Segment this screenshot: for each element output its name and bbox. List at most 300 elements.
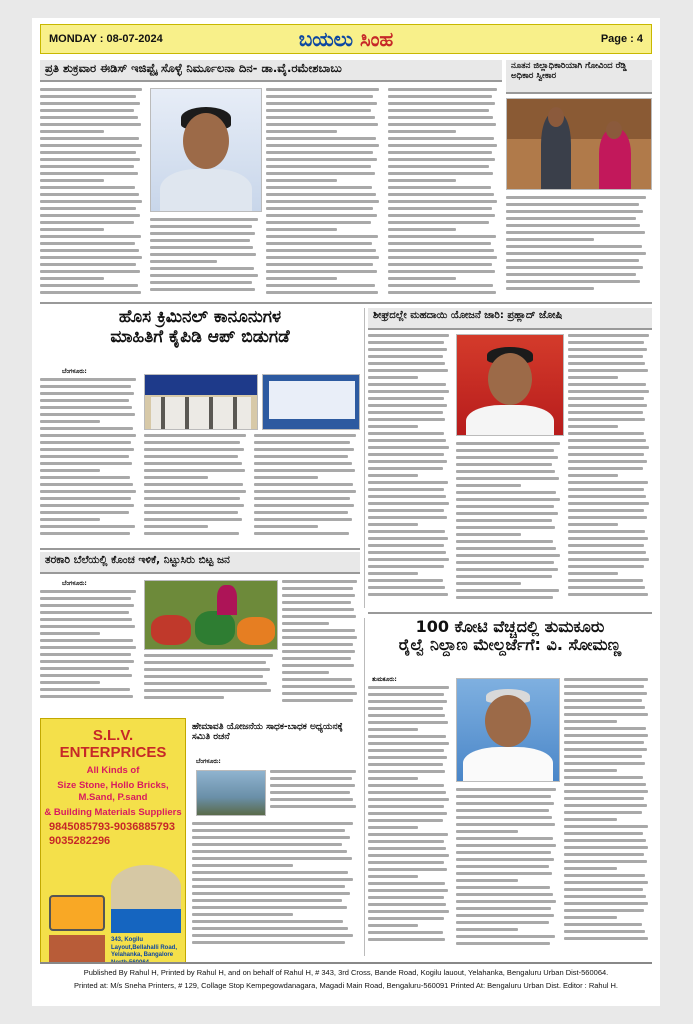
- text-line: [564, 825, 648, 828]
- text-line: [40, 130, 104, 133]
- text-line: [266, 158, 377, 161]
- text-line: [192, 913, 293, 916]
- text-line: [368, 376, 418, 379]
- text-line: [254, 469, 355, 472]
- text-line: [368, 749, 444, 752]
- text-line: [368, 334, 449, 337]
- text-line: [40, 235, 141, 238]
- text-line: [266, 88, 379, 91]
- title-part-1: ಬಯಲು: [298, 27, 353, 51]
- text-line: [266, 284, 375, 287]
- text-line: [254, 434, 356, 437]
- text-line: [40, 604, 134, 607]
- text-line: [368, 572, 418, 575]
- text-line: [388, 102, 495, 105]
- text-line: [506, 287, 594, 290]
- text-line: [270, 805, 356, 808]
- text-line: [564, 713, 648, 716]
- divider-2: [40, 548, 360, 550]
- body-vegetables-left: [40, 590, 140, 708]
- text-line: [192, 934, 353, 937]
- text-line: [282, 580, 357, 583]
- text-line: [282, 643, 353, 646]
- text-line: [456, 893, 553, 896]
- text-line: [568, 397, 644, 400]
- text-line: [564, 748, 647, 751]
- text-line: [564, 769, 617, 772]
- text-line: [144, 469, 245, 472]
- text-line: [150, 288, 255, 291]
- text-line: [144, 448, 244, 451]
- text-line: [506, 196, 646, 199]
- text-line: [368, 439, 446, 442]
- text-line: [564, 692, 647, 695]
- text-line: [254, 448, 354, 451]
- text-line: [456, 809, 549, 812]
- text-line: [40, 109, 134, 112]
- text-line: [282, 671, 329, 674]
- headline-dengue: [40, 60, 502, 82]
- ad-excavator-image: [49, 895, 105, 931]
- text-line: [368, 931, 443, 934]
- text-line: [368, 362, 445, 365]
- body-railway-left: [368, 686, 452, 956]
- photo-pralhad-joshi: [456, 334, 564, 436]
- text-line: [368, 355, 443, 358]
- text-line: [368, 411, 443, 414]
- text-line: [456, 526, 555, 529]
- text-line: [456, 795, 551, 798]
- text-line: [40, 179, 104, 182]
- photo-police-presentation: [262, 374, 360, 430]
- text-line: [266, 242, 372, 245]
- divider-1: [40, 302, 652, 304]
- text-line: [456, 830, 518, 833]
- text-line: [192, 836, 350, 839]
- text-line: [40, 511, 129, 514]
- text-line: [568, 348, 647, 351]
- text-line: [40, 462, 132, 465]
- text-line: [270, 784, 355, 787]
- photo-vendor: [217, 585, 237, 615]
- text-line: [456, 900, 556, 903]
- text-line: [506, 280, 640, 283]
- text-line: [388, 88, 497, 91]
- text-line: [506, 203, 639, 206]
- text-line: [456, 802, 554, 805]
- text-line: [254, 490, 356, 493]
- photo-v-somanna: [456, 678, 560, 782]
- text-line: [192, 941, 345, 944]
- text-line: [368, 558, 449, 561]
- text-line: [456, 928, 518, 931]
- text-line: [564, 804, 647, 807]
- body-railway-mid: [456, 788, 560, 956]
- text-line: [40, 476, 130, 479]
- text-line: [568, 502, 649, 505]
- text-line: [568, 418, 645, 421]
- text-line: [266, 193, 376, 196]
- body-dengue-mid: [266, 88, 384, 298]
- headline-railway: [368, 618, 652, 670]
- text-line: [368, 896, 444, 899]
- text-line: [368, 390, 449, 393]
- text-line: [568, 565, 644, 568]
- dateline-vegetables: ಬೆಂಗಳೂರು:: [62, 580, 87, 587]
- body-vegetables-right: [282, 580, 360, 708]
- column-rule-1: [364, 308, 365, 608]
- text-line: [568, 446, 649, 449]
- text-line: [564, 811, 642, 814]
- text-line: [388, 186, 491, 189]
- text-line: [40, 242, 135, 245]
- text-line: [40, 284, 138, 287]
- text-line: [192, 843, 342, 846]
- text-line: [568, 390, 649, 393]
- text-line: [144, 689, 271, 692]
- text-line: [368, 502, 449, 505]
- text-line: [40, 420, 100, 423]
- text-line: [368, 938, 445, 941]
- text-line: [282, 587, 353, 590]
- text-line: [282, 685, 355, 688]
- text-line: [456, 589, 559, 592]
- text-line: [282, 622, 329, 625]
- text-line: [40, 256, 142, 259]
- text-line: [144, 490, 246, 493]
- text-line: [192, 927, 348, 930]
- text-line: [568, 376, 618, 379]
- text-line: [456, 816, 552, 819]
- text-line: [150, 239, 250, 242]
- text-line: [40, 102, 140, 105]
- text-line: [266, 291, 378, 294]
- text-line: [368, 418, 445, 421]
- text-line: [40, 455, 129, 458]
- headline-criminal-laws-line2: ಮಾಹಿತಿಗೆ ಕೈಪಿಡಿ ಆಪ್ ಬಿಡುಗಡೆ: [110, 326, 290, 347]
- text-line: [564, 888, 643, 891]
- newspaper-title: [41, 27, 651, 51]
- text-line: [40, 214, 140, 217]
- text-line: [40, 674, 132, 677]
- text-line: [388, 221, 489, 224]
- text-line: [388, 214, 495, 217]
- text-line: [144, 525, 208, 528]
- text-line: [368, 812, 447, 815]
- text-line: [368, 516, 447, 519]
- text-line: [254, 476, 318, 479]
- text-line: [564, 818, 617, 821]
- text-line: [568, 362, 645, 365]
- text-line: [564, 867, 617, 870]
- text-line: [456, 582, 521, 585]
- text-line: [568, 334, 649, 337]
- text-line: [368, 777, 418, 780]
- text-line: [254, 497, 350, 500]
- text-line: [368, 544, 444, 547]
- headline-hemavathi: [192, 722, 360, 752]
- text-line: [144, 518, 242, 521]
- text-line: [266, 214, 377, 217]
- text-line: [456, 942, 550, 945]
- text-line: [368, 889, 448, 892]
- body-criminal-mid: [144, 434, 250, 544]
- text-line: [254, 511, 348, 514]
- text-line: [266, 207, 373, 210]
- text-line: [506, 259, 639, 262]
- text-line: [270, 777, 352, 780]
- photo-vegetable-market: [144, 580, 278, 650]
- headline-criminal-laws-line1: ಹೊಸ ಕ್ರಿಮಿನಲ್ ಕಾನೂನುಗಳ: [118, 308, 282, 327]
- photo-app-launch: [144, 374, 258, 430]
- ad-address: 343, Kogilu Layout,Bellahalli Road, Yelahanka, Bangalore: [111, 937, 178, 958]
- imprint-footer: [40, 962, 652, 1000]
- text-line: [368, 565, 444, 568]
- text-line: [368, 369, 448, 372]
- text-line: [192, 906, 347, 909]
- text-line: [568, 572, 618, 575]
- text-line: [266, 228, 337, 231]
- text-line: [144, 483, 243, 486]
- text-line: [282, 657, 351, 660]
- text-line: [568, 474, 618, 477]
- text-line: [144, 511, 238, 514]
- text-line: [506, 252, 646, 255]
- text-line: [192, 857, 352, 860]
- text-line: [266, 179, 337, 182]
- text-line: [564, 895, 646, 898]
- text-line: [144, 434, 246, 437]
- text-line: [282, 615, 356, 618]
- text-line: [150, 218, 258, 221]
- text-line: [40, 200, 142, 203]
- text-line: [368, 826, 418, 829]
- text-line: [564, 937, 648, 940]
- text-line: [368, 728, 418, 731]
- column-rule-2: [364, 618, 365, 956]
- text-line: [564, 783, 646, 786]
- text-line: [388, 200, 497, 203]
- text-line: [568, 460, 647, 463]
- text-line: [282, 650, 355, 653]
- text-line: [568, 516, 647, 519]
- text-line: [564, 846, 648, 849]
- text-line: [388, 270, 495, 273]
- headline-criminal-laws: [40, 308, 360, 360]
- text-line: [388, 291, 496, 294]
- text-line: [506, 210, 643, 213]
- text-line: [368, 840, 444, 843]
- text-line: [568, 355, 643, 358]
- text-line: [368, 791, 446, 794]
- text-line: [456, 540, 553, 543]
- text-line: [568, 586, 645, 589]
- text-line: [282, 629, 355, 632]
- text-line: [40, 158, 140, 161]
- text-line: [40, 497, 131, 500]
- ad-tagline-1: All Kinds of: [86, 765, 140, 776]
- text-line: [388, 207, 492, 210]
- issue-date: MONDAY : 08-07-2024: [49, 33, 163, 45]
- text-line: [456, 505, 554, 508]
- text-line: [368, 763, 443, 766]
- text-line: [456, 533, 521, 536]
- text-line: [388, 151, 492, 154]
- text-line: [568, 369, 648, 372]
- text-line: [266, 130, 337, 133]
- text-line: [40, 695, 133, 698]
- text-line: [40, 277, 104, 280]
- text-line: [456, 519, 552, 522]
- text-line: [368, 397, 444, 400]
- text-line: [40, 270, 140, 273]
- text-line: [40, 151, 136, 154]
- page-number: Page : 4: [600, 33, 643, 45]
- photo-face: [485, 695, 531, 747]
- text-line: [368, 579, 443, 582]
- text-line: [388, 179, 456, 182]
- body-dengue-right: [388, 88, 502, 298]
- text-line: [568, 495, 646, 498]
- text-line: [564, 741, 644, 744]
- text-line: [456, 907, 551, 910]
- text-line: [40, 95, 136, 98]
- text-line: [564, 923, 642, 926]
- text-line: [266, 165, 371, 168]
- text-line: [388, 116, 493, 119]
- text-line: [568, 544, 644, 547]
- text-line: [144, 668, 270, 671]
- text-line: [388, 193, 494, 196]
- text-line: [368, 523, 418, 526]
- text-line: [150, 232, 255, 235]
- text-line: [266, 256, 379, 259]
- text-line: [506, 245, 642, 248]
- text-line: [40, 625, 135, 628]
- text-line: [192, 850, 347, 853]
- text-line: [266, 277, 337, 280]
- text-line: [368, 868, 447, 871]
- text-line: [40, 532, 130, 535]
- dateline-hemavathi: ಬೆಂಗಳೂರು:: [196, 758, 221, 765]
- text-line: [40, 653, 131, 656]
- text-line: [254, 525, 318, 528]
- dateline-criminal-laws: ಬೆಂಗಳೂರು:: [62, 368, 87, 375]
- text-line: [564, 797, 644, 800]
- text-line: [144, 661, 266, 664]
- text-line: [564, 699, 642, 702]
- text-line: [144, 462, 242, 465]
- text-line: [564, 720, 617, 723]
- text-line: [388, 95, 492, 98]
- text-line: [266, 151, 373, 154]
- text-line: [150, 281, 252, 284]
- text-line: [456, 442, 560, 445]
- text-line: [368, 488, 444, 491]
- text-line: [40, 186, 135, 189]
- text-line: [254, 532, 349, 535]
- text-line: [456, 575, 552, 578]
- text-line: [368, 446, 449, 449]
- text-line: [144, 682, 267, 685]
- text-line: [40, 667, 129, 670]
- text-line: [40, 137, 139, 140]
- text-line: [368, 586, 445, 589]
- text-line: [564, 853, 644, 856]
- text-line: [388, 228, 456, 231]
- text-line: [40, 469, 100, 472]
- text-line: [368, 537, 448, 540]
- text-line: [368, 481, 448, 484]
- text-line: [368, 847, 446, 850]
- headline-railway-line2: ರೈಲ್ವೆ ನಿಲ್ದಾಣ ಮೇಲ್ದರ್ಜೆಗೆ: ವಿ. ಸೋಮಣ್ಣ: [398, 635, 622, 655]
- text-line: [568, 551, 646, 554]
- text-line: [456, 872, 552, 875]
- text-line: [368, 700, 447, 703]
- text-line: [368, 404, 447, 407]
- text-line: [368, 383, 446, 386]
- text-line: [144, 497, 240, 500]
- text-line: [150, 274, 258, 277]
- text-line: [368, 742, 449, 745]
- text-line: [266, 123, 378, 126]
- text-line: [388, 137, 494, 140]
- text-line: [282, 678, 352, 681]
- newspaper-page: [32, 18, 660, 1006]
- text-line: [270, 798, 353, 801]
- text-line: [282, 608, 354, 611]
- text-line: [506, 238, 594, 241]
- text-line: [40, 165, 134, 168]
- text-line: [506, 217, 636, 220]
- text-line: [564, 776, 643, 779]
- text-line: [456, 456, 558, 459]
- dateline-railway: ತುಮಕೂರು:: [372, 676, 397, 683]
- body-mahadayi-left: [368, 334, 452, 608]
- text-line: [564, 706, 645, 709]
- text-line: [40, 263, 136, 266]
- text-line: [144, 532, 239, 535]
- text-line: [568, 467, 643, 470]
- text-line: [368, 495, 446, 498]
- text-line: [40, 618, 132, 621]
- text-line: [40, 406, 132, 409]
- text-line: [266, 102, 377, 105]
- text-line: [368, 693, 444, 696]
- masthead: [40, 24, 652, 54]
- text-line: [40, 525, 135, 528]
- text-line: [150, 260, 217, 263]
- text-line: [40, 392, 134, 395]
- text-line: [40, 632, 100, 635]
- text-line: [368, 341, 444, 344]
- text-line: [368, 551, 446, 554]
- text-line: [456, 788, 556, 791]
- text-line: [192, 822, 353, 825]
- text-line: [368, 756, 447, 759]
- body-dengue-left: [40, 88, 146, 298]
- text-line: [456, 858, 554, 861]
- text-line: [564, 755, 642, 758]
- photo-hemavathi-river: [196, 770, 266, 816]
- text-line: [266, 249, 376, 252]
- body-hemavathi: [192, 822, 360, 956]
- text-line: [368, 432, 444, 435]
- text-line: [40, 123, 141, 126]
- text-line: [388, 123, 496, 126]
- text-line: [568, 453, 644, 456]
- text-line: [368, 425, 418, 428]
